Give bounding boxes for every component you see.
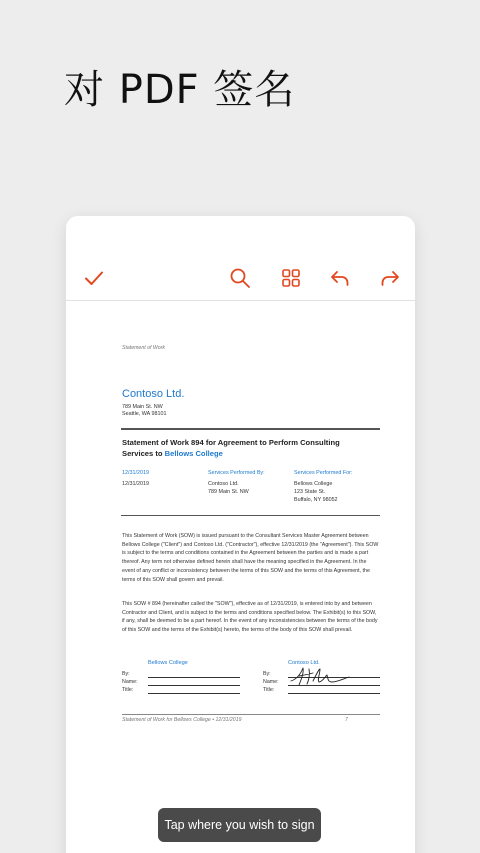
company-name: Contoso Ltd. <box>122 388 185 400</box>
toolbar-divider <box>66 300 415 301</box>
redo-icon[interactable] <box>378 266 402 290</box>
performed-for-head: Services Performed For: <box>294 470 353 476</box>
sow-title-client: Bellows College <box>164 449 223 458</box>
header-caption: Statement of Work <box>122 345 165 351</box>
performed-for-line-2: 123 State St. <box>294 489 326 495</box>
checkmark-icon[interactable] <box>82 266 106 290</box>
toolbar <box>66 258 415 298</box>
sig-right-title-line[interactable] <box>288 693 380 694</box>
performed-by-head: Services Performed By: <box>208 470 265 476</box>
grid-icon[interactable] <box>279 266 303 290</box>
sig-left-by-line[interactable] <box>148 677 240 678</box>
sow-title-text: Statement of Work 894 for Agreement to Perform Consulting Services to <box>122 438 340 458</box>
performed-for-line-3: Buffalo, NY 98052 <box>294 497 338 503</box>
sig-right-by-label: By: <box>263 671 271 677</box>
page-number: 7 <box>345 717 348 723</box>
sig-right-head: Contoso Ltd. <box>288 660 320 666</box>
address-line-1: 789 Main St. NW <box>122 404 163 410</box>
performed-for-line-1: Bellows College <box>294 481 333 487</box>
sig-left-head: Bellows College <box>148 660 188 666</box>
paragraph-2: This SOW # 894 (hereinafter called the "SOW"), effective as of 12/31/2019, is entered into by and between Contractor and Client, and is subject to the terms and conditions specified below. The Exhibit(s) to this SOW, if any, shall be deemed to be a part hereof. In the event of any inconsistencies between the terms of the body of this SOW and the terms of the Exhibit(s) hereto, the terms of the body of this SOW shall prevail. <box>122 601 378 634</box>
sig-left-name-label: Name: <box>122 679 138 685</box>
sig-right-title-label: Title: <box>263 687 275 693</box>
sig-left-by-label: By: <box>122 671 130 677</box>
sig-left-name-line[interactable] <box>148 685 240 686</box>
date-column-head: 12/31/2019 <box>122 470 149 476</box>
footer-text: Statement of Work for Bellows College • 12/31/2019 <box>122 717 242 723</box>
app-screen <box>66 216 415 853</box>
sig-right-name-label: Name: <box>263 679 279 685</box>
date-column-value: 12/31/2019 <box>122 481 149 487</box>
title-top-rule <box>121 428 380 430</box>
address-line-2: Seattle, WA 98101 <box>122 411 167 417</box>
sig-left-title-label: Title: <box>122 687 134 693</box>
performed-by-line-1: Contoso Ltd. <box>208 481 239 487</box>
columns-bottom-rule <box>121 515 380 516</box>
performed-by-line-2: 789 Main St. NW <box>208 489 249 495</box>
sig-left-title-line[interactable] <box>148 693 240 694</box>
undo-icon[interactable] <box>328 266 352 290</box>
headline: 对 PDF 签名 <box>64 67 296 113</box>
sign-hint-toast: Tap where you wish to sign <box>158 808 321 842</box>
footer-rule <box>122 714 380 715</box>
paragraph-1: This Statement of Work (SOW) is issued pursuant to the Consultant Services Master Agreement between Bellows College ("Client") and Contoso Ltd. ("Contractor"), effective 12/31/2019 (the "Agreement"). This SOW is subject to the terms and conditions contained in the Agreement between the parties and is made a part thereof. Any term not otherwise defined herein shall have the meaning specified in the Agreement. In the event of any conflict or inconsistency between the terms of this SOW and the terms of this Agreement, the terms of this SOW shall govern and prevail. <box>122 533 379 583</box>
search-icon[interactable] <box>228 266 252 290</box>
handwritten-signature <box>289 665 351 687</box>
sow-title <box>122 437 372 459</box>
